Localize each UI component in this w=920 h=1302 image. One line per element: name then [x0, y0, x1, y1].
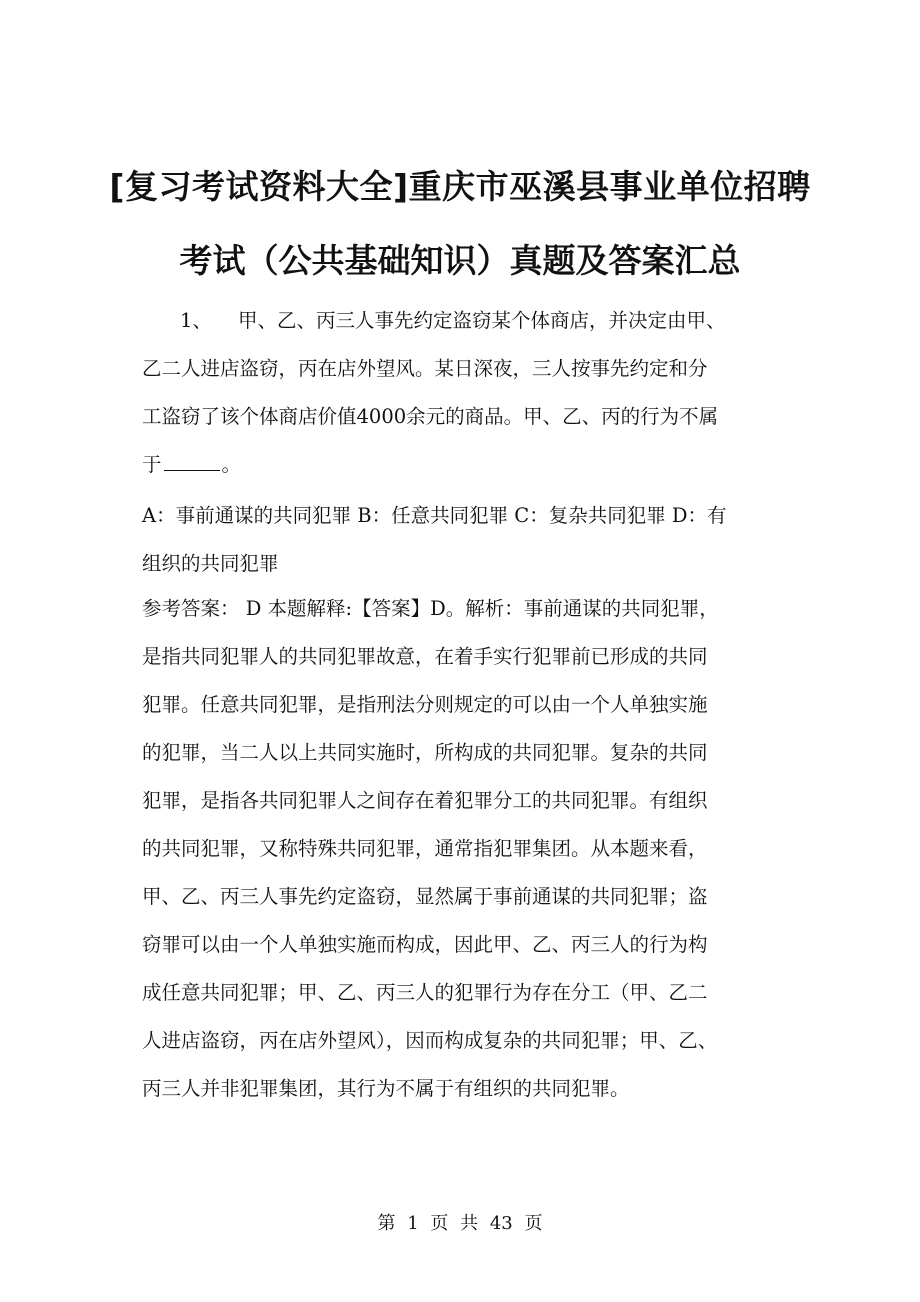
options-line: 组织的共同犯罪 — [142, 552, 279, 575]
document-title-line-2: 考试（公共基础知识）真题及答案汇总 — [179, 241, 741, 280]
explanation-line: 参考答案： D 本题解释:【答案】D。解析：事前通谋的共同犯罪， — [142, 597, 719, 620]
explanation-line: 甲、乙、丙三人事先约定盗窃，显然属于事前通谋的共同犯罪；盗 — [142, 885, 708, 908]
explanation-line: 丙三人并非犯罪集团，其行为不属于有组织的共同犯罪。 — [142, 1077, 630, 1100]
question-stem — [142, 297, 782, 489]
question-line: 工盗窃了该个体商店价值4000余元的商品。甲、乙、丙的行为不属 — [142, 405, 719, 428]
document-title-line-1: [复习考试资料大全]重庆市巫溪县事业单位招聘 — [109, 167, 811, 206]
question-text: 甲、乙、丙三人事先约定盗窃某个体商店，并决定由甲、 — [238, 309, 726, 332]
question-number: 1、 — [180, 309, 212, 332]
options-line: A：事前通谋的共同犯罪 B：任意共同犯罪 C：复杂共同犯罪 D：有 — [142, 504, 727, 527]
question-line — [142, 297, 782, 345]
question-line: 乙二人进店盗窃，丙在店外望风。某日深夜，三人按事先约定和分 — [142, 357, 708, 380]
question-text: 于 — [142, 453, 162, 476]
explanation-line: 犯罪，是指各共同犯罪人之间存在着犯罪分工的共同犯罪。有组织 — [142, 789, 708, 812]
question-text: 。 — [221, 453, 242, 476]
answer-blank — [164, 469, 220, 471]
explanation-line: 窃罪可以由一个人单独实施而构成，因此甲、乙、丙三人的行为构 — [142, 933, 708, 956]
answer-options — [142, 492, 782, 588]
explanation-line: 成任意共同犯罪；甲、乙、丙三人的犯罪行为存在分工（甲、乙二 — [142, 981, 708, 1004]
explanation-line: 的共同犯罪，又称特殊共同犯罪，通常指犯罪集团。从本题来看， — [142, 837, 708, 860]
explanation-line: 人进店盗窃，丙在店外望风），因而构成复杂的共同犯罪；甲、乙、 — [142, 1029, 718, 1052]
answer-explanation — [142, 585, 782, 1113]
page-number-footer: 第 1 页 共 43 页 — [377, 1213, 543, 1234]
explanation-line: 犯罪。任意共同犯罪，是指刑法分则规定的可以由一个人单独实施 — [142, 693, 708, 716]
explanation-line: 是指共同犯罪人的共同犯罪故意，在着手实行犯罪前已形成的共同 — [142, 645, 708, 668]
explanation-line: 的犯罪，当二人以上共同实施时，所构成的共同犯罪。复杂的共同 — [142, 741, 708, 764]
question-line — [142, 441, 782, 489]
